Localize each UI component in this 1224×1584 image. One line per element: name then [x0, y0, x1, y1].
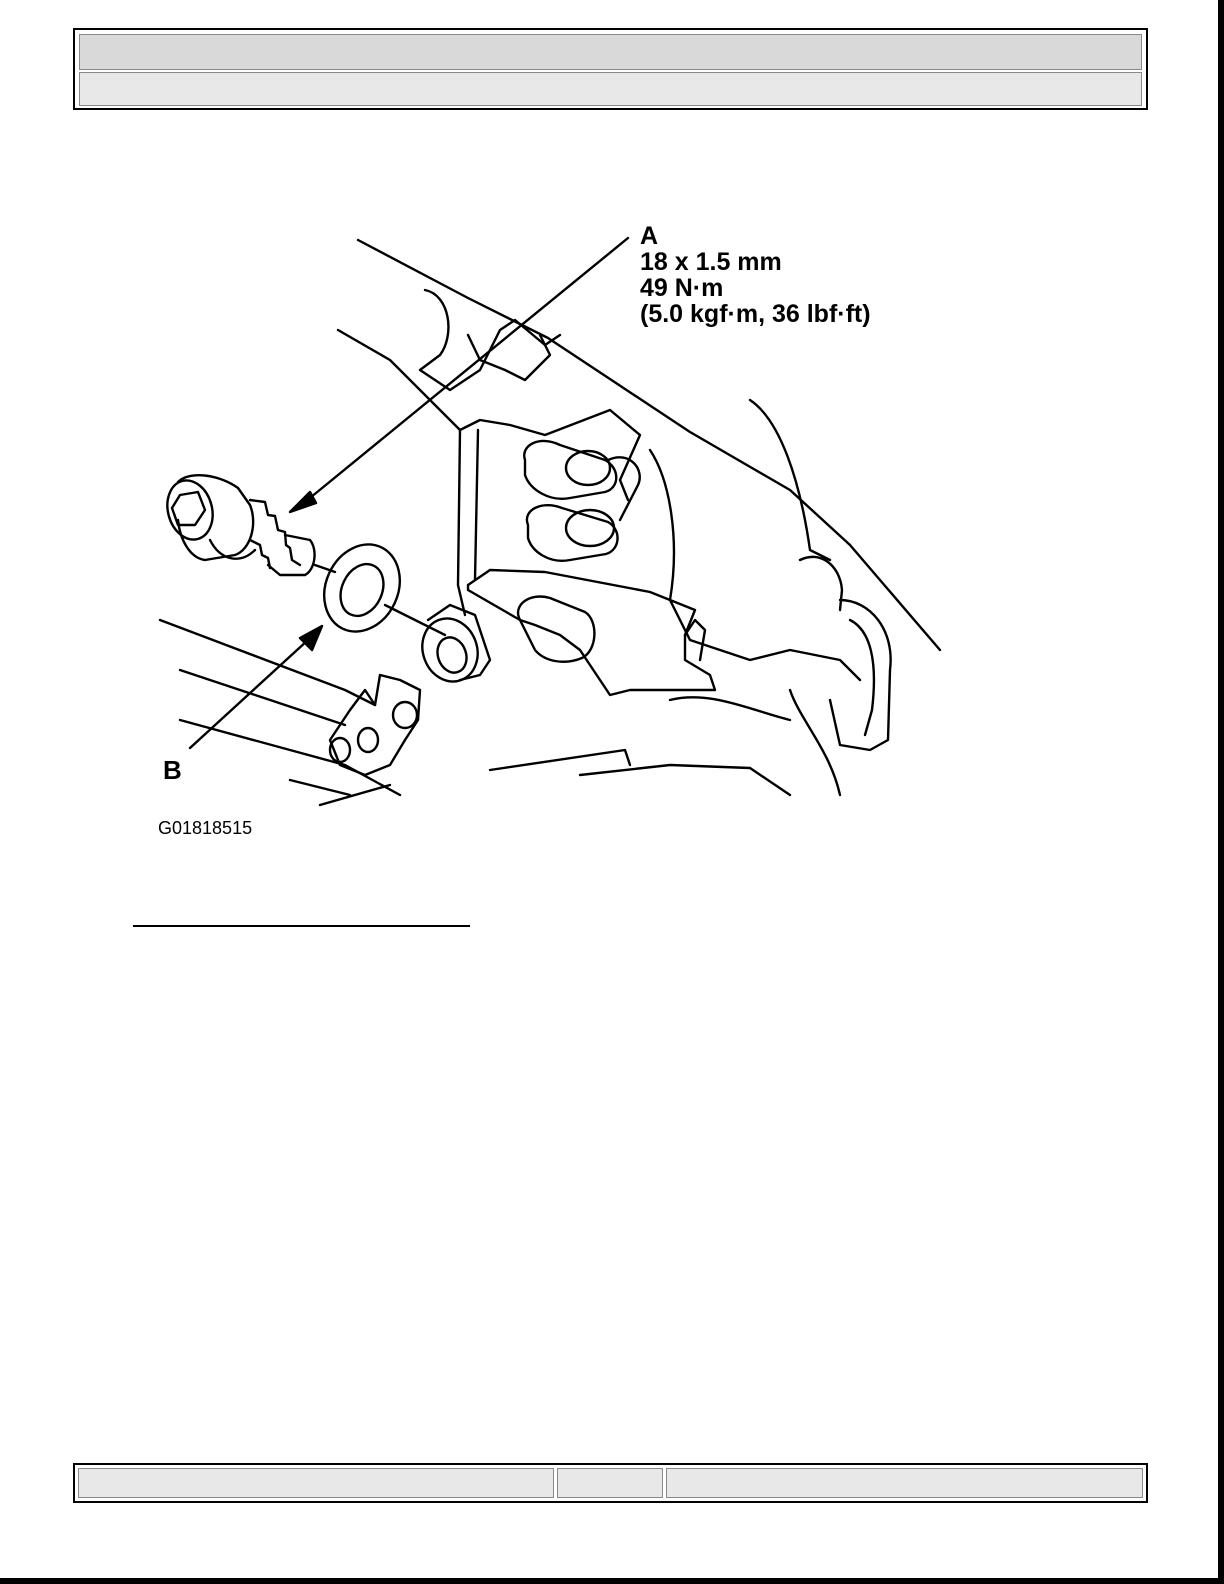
right-flange [830, 600, 891, 750]
lower-contour [670, 697, 790, 720]
upper-boss [524, 441, 616, 499]
leader-arrow-a [290, 492, 316, 512]
bracket-outline [468, 570, 715, 695]
lower-boss [518, 597, 594, 662]
bolt-head-face [161, 475, 219, 544]
leader-arrow-b [300, 626, 322, 650]
callout-a-label [640, 223, 871, 327]
housing-upper-contour [420, 290, 560, 390]
drain-port-outer [414, 611, 487, 690]
pan-edge [490, 750, 630, 770]
figure-id: G01818515 [158, 818, 253, 838]
right-housing-edge [750, 400, 830, 560]
header-box [73, 28, 1148, 110]
upper-boss-face [566, 451, 610, 485]
footer-cell-right [666, 1468, 1143, 1498]
section-divider [133, 925, 470, 927]
callout-a-torque-nm: 49 N·m [640, 274, 724, 302]
housing-vertical-rib-2 [475, 430, 478, 580]
leader-line-b [190, 640, 308, 748]
callout-a-letter: A [640, 222, 659, 250]
washer-outer [310, 532, 413, 644]
drain-port-inner [433, 633, 472, 676]
pan-edge-2 [580, 765, 790, 795]
mount-hole-2 [358, 728, 378, 752]
housing-vertical-rib [458, 430, 465, 615]
drain-bolt [161, 475, 315, 575]
crossmember-line-1 [160, 620, 375, 705]
callout-a-thread-size: 18 x 1.5 mm [640, 248, 782, 276]
leader-line-a [305, 238, 628, 502]
header-title-bar [79, 34, 1142, 70]
bottom-line [320, 785, 390, 805]
housing-inner-edge [338, 330, 460, 430]
footer-cell-middle [557, 1468, 663, 1498]
crossmember-line-4 [290, 780, 350, 795]
sealing-washer [310, 532, 413, 644]
right-flange-inner [850, 620, 874, 735]
header-subtitle-bar [79, 72, 1142, 106]
callout-a-torque-alt: (5.0 kgf·m, 36 lbf·ft) [640, 300, 871, 328]
mount-hole-1 [393, 702, 417, 728]
footer-box [73, 1463, 1148, 1503]
washer-inner [332, 557, 391, 623]
right-lobe [800, 557, 842, 610]
crossmember-line-2 [180, 670, 345, 725]
callout-b-letter: B [163, 755, 182, 785]
footer-cell-left [78, 1468, 554, 1498]
right-housing-body [650, 450, 860, 680]
crossmember-line-3 [180, 720, 400, 795]
